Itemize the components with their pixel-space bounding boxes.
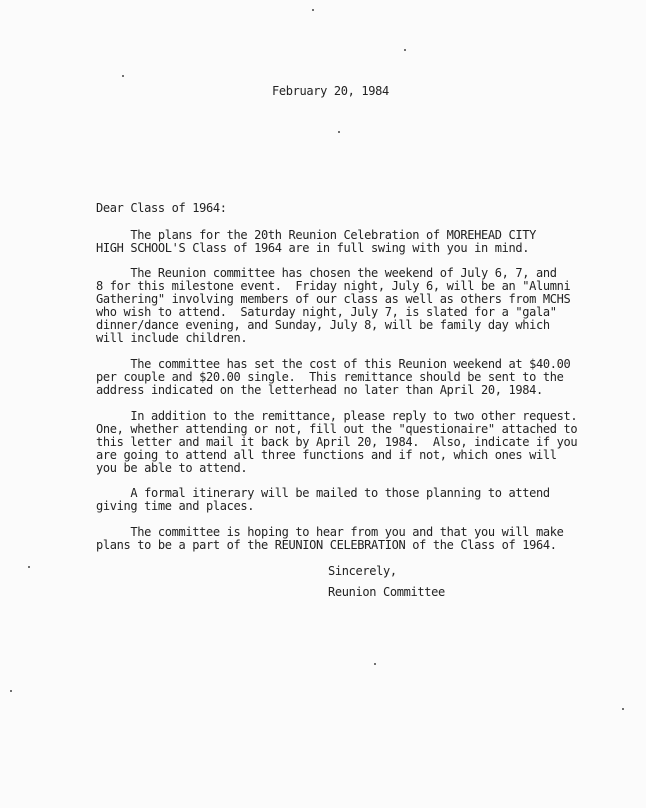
paragraph-2-line-6: will include children. (96, 331, 248, 345)
paragraph-1-line-1: The plans for the 20th Reunion Celebration of MOREHEAD CITY (96, 228, 536, 242)
paragraph-4-line-2: One, whether attending or not, fill out the "questionaire" attached to (96, 422, 578, 436)
scan-speck (374, 663, 376, 665)
paragraph-1-line-2: HIGH SCHOOL'S Class of 1964 are in full swing with you in mind. (96, 241, 530, 255)
paragraph-5-line-1: A formal itinerary will be mailed to those planning to attend (96, 486, 550, 500)
paragraph-4-line-1: In addition to the remittance, please reply to two other request. (96, 409, 578, 423)
salutation: Dear Class of 1964: (96, 201, 227, 215)
paragraph-3-line-2: per couple and $20.00 single. This remittance should be sent to the (96, 370, 564, 384)
scan-speck (312, 9, 314, 11)
scan-speck (622, 708, 624, 710)
paragraph-4-line-3: this letter and mail it back by April 20, 1984. Also, indicate if you (96, 435, 578, 449)
scan-speck (122, 75, 124, 77)
scan-speck (404, 49, 406, 51)
paragraph-6-line-1: The committee is hoping to hear from you and that you will make (96, 525, 564, 539)
paragraph-2-line-5: dinner/dance evening, and Sunday, July 8, will be family day which (96, 318, 550, 332)
paragraph-2-line-1: The Reunion committee has chosen the weekend of July 6, 7, and (96, 266, 557, 280)
paragraph-2-line-3: Gathering" involving members of our class as well as others from MCHS (96, 292, 571, 306)
paragraph-3-line-1: The committee has set the cost of this Reunion weekend at $40.00 (96, 357, 571, 371)
paragraph-2-line-2: 8 for this milestone event. Friday night, July 6, will be an "Alumni (96, 279, 571, 293)
letter-date: February 20, 1984 (272, 84, 389, 98)
scan-speck (338, 131, 340, 133)
paragraph-5-line-2: giving time and places. (96, 499, 255, 513)
paragraph-3-line-3: address indicated on the letterhead no later than April 20, 1984. (96, 383, 543, 397)
paragraph-4-line-5: you be able to attend. (96, 461, 248, 475)
paragraph-6-line-2: plans to be a part of the REUNION CELEBRATION of the Class of 1964. (96, 538, 557, 552)
scan-speck (10, 690, 12, 692)
scan-speck (28, 566, 30, 568)
paragraph-4-line-4: are going to attend all three functions and if not, which ones will (96, 448, 557, 462)
closing: Sincerely, (328, 564, 397, 578)
signature: Reunion Committee (328, 585, 445, 599)
paragraph-2-line-4: who wish to attend. Saturday night, July 7, is slated for a "gala" (96, 305, 557, 319)
